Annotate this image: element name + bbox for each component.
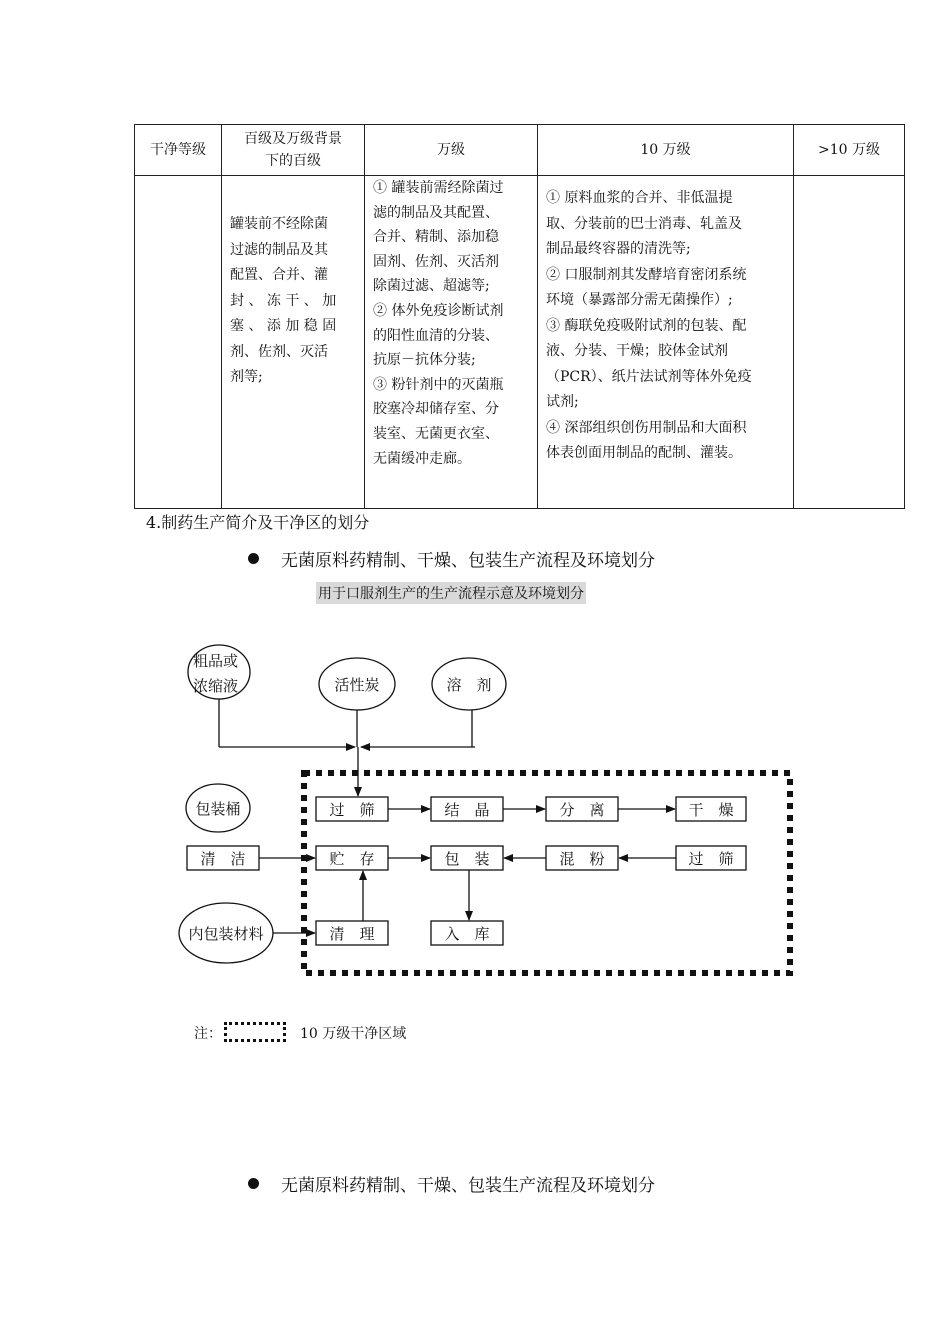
table-header-row (135, 125, 905, 176)
store-label: 贮 存 (329, 850, 375, 868)
cell-line: 过滤的制品及其 (230, 241, 328, 258)
cell-line: 液、分装、干燥；胶体金试剂 (546, 343, 728, 359)
cell-line: ① 罐装前需经除菌过 (373, 180, 504, 196)
cell-line: 胶塞冷却储存室、分 (373, 401, 499, 418)
note-prefix: 注： (194, 1026, 222, 1042)
clean-label: 清 洁 (200, 850, 246, 868)
input-solvent (432, 658, 506, 710)
cell-line: ① 原料血浆的合并、非低温提 (546, 190, 733, 206)
tidy-label: 清 理 (329, 925, 375, 943)
diagram-caption: 用于口服剂生产的生产流程示意及环境划分 (316, 582, 586, 604)
bullet-item (248, 1171, 655, 1196)
cell-line: 固剂、佐剂、灭活剂 (373, 253, 499, 270)
bullet-text: 无菌原料药精制、干燥、包装生产流程及环境划分 (281, 551, 655, 571)
cell-line: 试剂; (546, 394, 579, 410)
warehouse-label: 入 库 (444, 925, 490, 943)
mix-node (546, 846, 618, 870)
cell-line: （PCR）、纸片法试剂等体外免疫 (546, 368, 752, 385)
cell-line: 的阳性血清的分装、 (373, 327, 499, 344)
bullet-item (248, 546, 655, 571)
dotted-border-legend-icon (224, 1022, 286, 1042)
sieve-node-1 (316, 797, 388, 821)
sieve-node-2 (676, 846, 746, 870)
cell-empty (135, 176, 222, 509)
cell-class-10000 (365, 176, 538, 509)
input-carbon-label: 活性炭 (334, 676, 380, 694)
cell-line: 罐装前不经除菌 (230, 216, 328, 232)
separate-label: 分 离 (559, 801, 605, 819)
cell-line: 合并、精制、添加稳 (373, 229, 499, 246)
cell-line: 环境（暴露部分需无菌操作）; (546, 292, 733, 308)
pack-label: 包 装 (444, 850, 490, 868)
header-class-10000: 万级 (365, 125, 538, 176)
store-node (316, 846, 388, 870)
legend-note (194, 1022, 406, 1043)
cleanliness-grade-table (134, 124, 905, 509)
cell-above-100000 (794, 176, 905, 509)
sieve-label-1: 过 筛 (329, 801, 375, 819)
clean-node (187, 846, 259, 870)
mix-label: 混 粉 (559, 850, 605, 868)
cell-line: 塞 、 添 加 稳 固 (230, 318, 337, 334)
input-crude-line1: 粗品或 (193, 652, 239, 670)
header-grade: 干净等级 (135, 125, 222, 176)
cell-line: 配置、合并、灌 (230, 267, 328, 283)
cell-line: 剂、佐剂、灭活 (230, 343, 328, 360)
cell-line: 滤的制品及其配置、 (373, 204, 499, 221)
cell-line: 无菌缓冲走廊。 (373, 450, 471, 467)
dry-label: 干 燥 (688, 801, 734, 819)
table-row (135, 176, 905, 509)
input-crude-product (188, 645, 250, 699)
cell-line: 封 、 冻 干 、 加 (230, 292, 337, 309)
cell-line: 除菌过滤、超滤等; (373, 278, 490, 295)
inner-material-node (179, 903, 273, 963)
cell-line: ③ 酶联免疫吸附试剂的包装、配 (546, 317, 747, 334)
input-activated-carbon (319, 658, 395, 710)
header-class-100000: 10 万级 (538, 125, 794, 176)
note-text: 10 万级干净区域 (300, 1026, 407, 1042)
tidy-node (316, 921, 388, 945)
section-heading: 4.制药生产简介及干净区的划分 (146, 513, 370, 532)
cell-line: 抗原－抗体分装; (373, 352, 476, 369)
pack-node (431, 846, 503, 870)
cell-line: 装室、无菌更衣室、 (373, 425, 499, 442)
bullet-dot-icon (248, 1178, 259, 1189)
inner-material-label: 内包装材料 (188, 925, 264, 943)
bullet-dot-icon (248, 553, 259, 564)
crystallize-label: 结 晶 (444, 801, 490, 819)
dry-node (676, 797, 746, 821)
cell-line: 剂等; (230, 369, 263, 385)
cell-line: ③ 粉针剂中的灭菌瓶 (373, 376, 504, 393)
package-barrel-node (186, 784, 250, 832)
crystallize-node (431, 797, 503, 821)
sieve-label-2: 过 筛 (688, 850, 734, 868)
package-barrel-label: 包装桶 (195, 800, 241, 818)
process-flow-diagram (0, 630, 950, 1000)
cell-class-100000 (538, 176, 794, 509)
header-class-100: 百级及万级背景 下的百级 (222, 125, 365, 176)
separate-node (546, 797, 618, 821)
cell-line: 体表创面用制品的配制、灌装。 (546, 445, 742, 461)
warehouse-node (431, 921, 503, 945)
input-solvent-label: 溶 剂 (446, 676, 492, 694)
cell-line: ④ 深部组织创伤用制品和大面积 (546, 419, 747, 436)
input-crude-line2: 浓缩液 (193, 677, 239, 695)
cell-class-100 (222, 176, 365, 509)
header-above-100000: >10 万级 (794, 125, 905, 176)
cell-line: ② 口服制剂其发酵培育密闭系统 (546, 266, 747, 283)
bullet-text: 无菌原料药精制、干燥、包装生产流程及环境划分 (281, 1176, 655, 1196)
cell-line: ② 体外免疫诊断试剂 (373, 302, 504, 319)
cell-line: 取、分装前的巴士消毒、轧盖及 (546, 215, 742, 232)
cell-line: 制品最终容器的清洗等; (546, 241, 691, 257)
